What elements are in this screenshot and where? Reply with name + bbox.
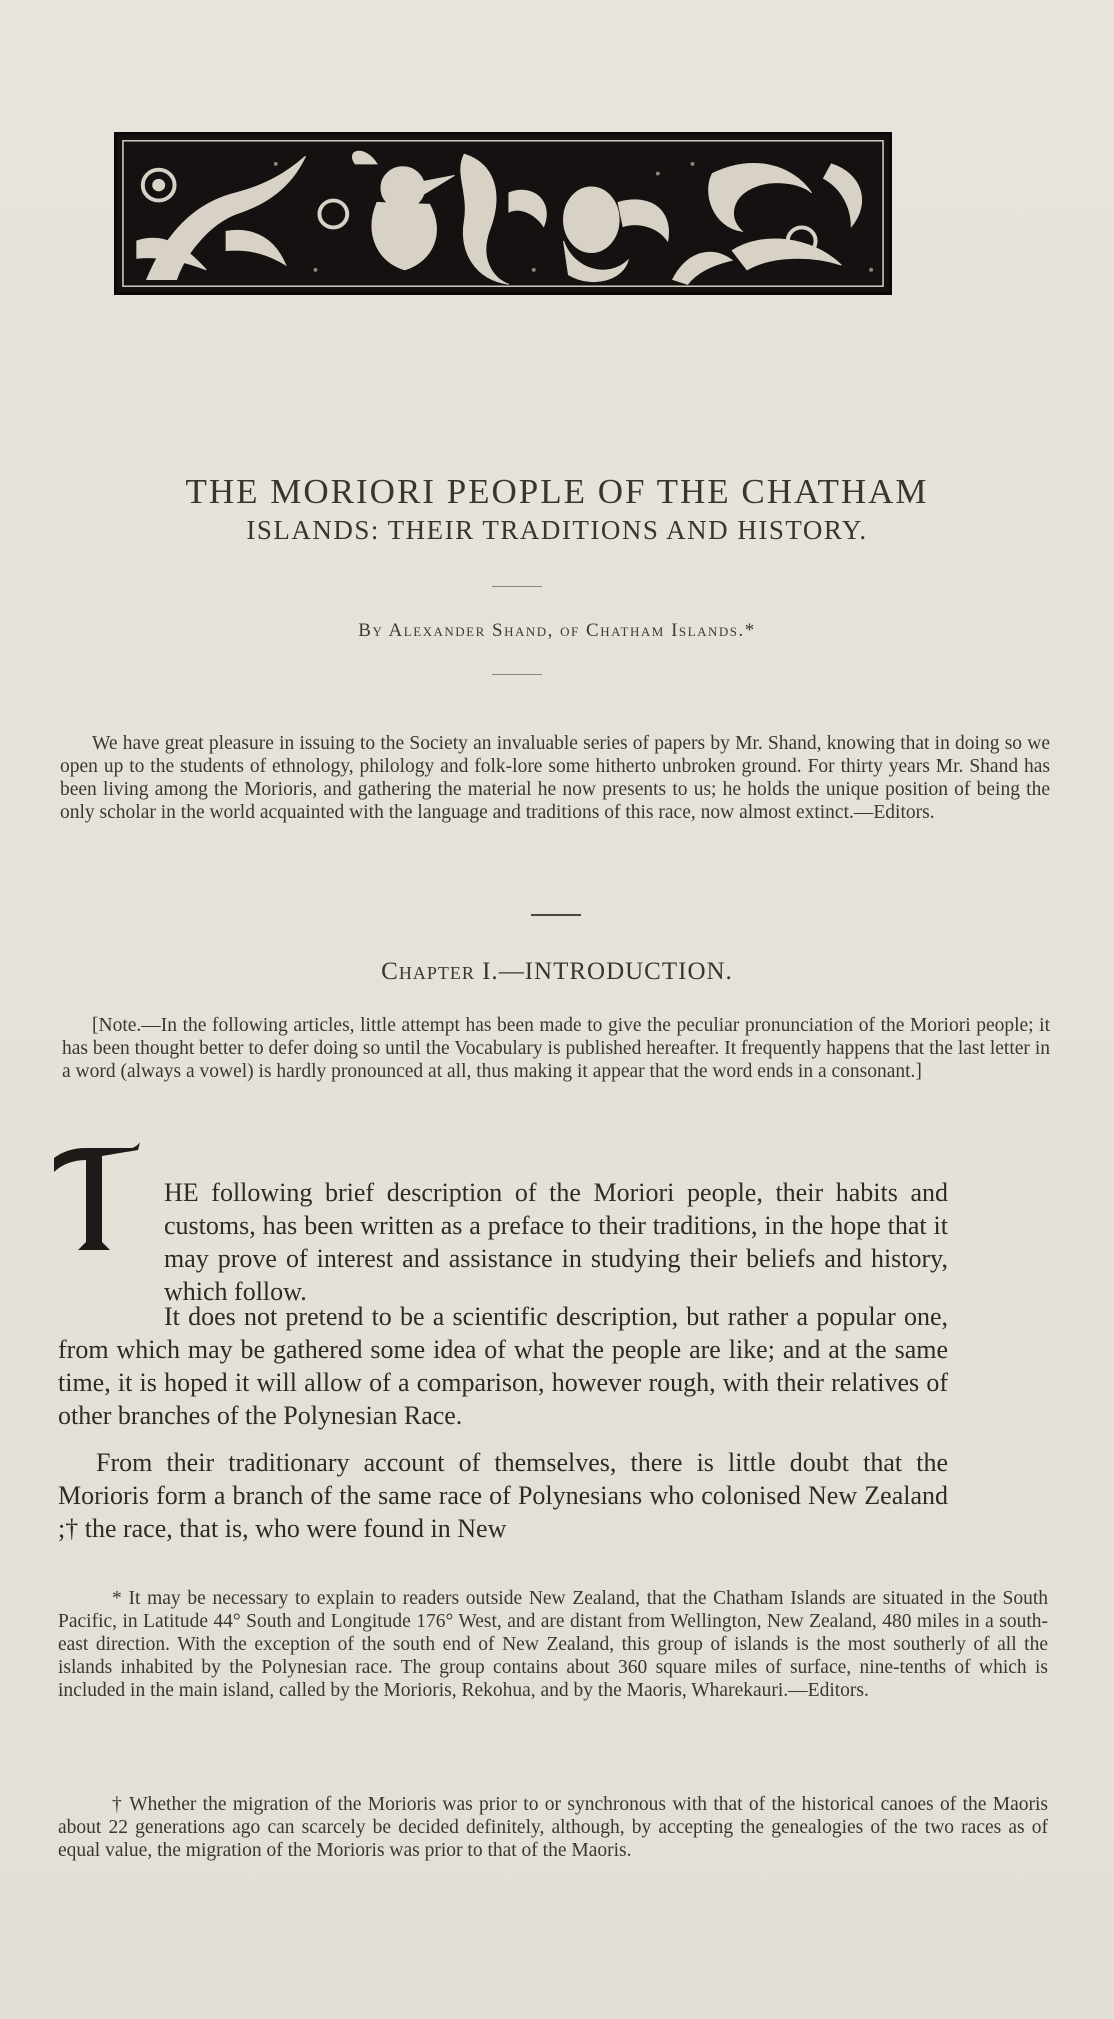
footnote-dagger: † Whether the migration of the Morioris was prior to or synchronous with that of the historical canoes of the Maoris about 22 generations ago can scarcely be decided definitely, although, by accepting the genealogies of the two races as of equal value, the migration of the Morioris was prior to that of the Maoris. bbox=[58, 1793, 1048, 1861]
chapter-title: —INTRODUCTION. bbox=[498, 958, 733, 985]
article-title-line-1: THE MORIORI PEOPLE OF THE CHATHAM bbox=[185, 472, 929, 511]
article-title-line-2: ISLANDS: THEIR TRADITIONS AND HISTORY. bbox=[246, 515, 868, 545]
byline: By Alexander Shand, of Chatham Islands.* bbox=[358, 620, 756, 641]
ornament-icon bbox=[117, 135, 889, 292]
footnote-star: * It may be necessary to explain to readers outside New Zealand, that the Chatham Islands are situated in the South Pacific, in Latitude 44° South and Longitude 176° West, and are distant from Wellington, New Zealand, 480 miles in a south-east direction. With the exception of the south end of New Zealand, this group of islands is the most southerly of all the islands inhabited by the Polynesian race. The group contains about 360 square miles of surface, nine-tenths of which is included in the main island, called by the Morioris, Rekohua, and by the Maoris, Wharekauri.—Editors. bbox=[58, 1587, 1048, 1701]
drop-cap-letter bbox=[52, 1142, 140, 1254]
pronunciation-note: [Note.—In the following articles, little attempt has been made to give the peculiar pronunciation of the Moriori people; it has been thought better to defer doing so until the Vocabulary is published hereafter. It frequently happens that the last letter in a word (always a vowel) is hardly pronounced at all, thus making it appear that the word ends in a consonant.] bbox=[62, 1014, 1050, 1082]
divider bbox=[531, 914, 581, 916]
divider bbox=[492, 586, 542, 587]
body-paragraph-2: It does not pretend to be a scientific description, but rather a popular one, from which may be gathered some idea of what the people are like; and at the same time, it is hoped it will allow of a comparison, however rough, with their relatives of other branches of the Polynesian Race. bbox=[58, 1302, 948, 1430]
chapter-label: Chapter I. bbox=[381, 958, 499, 985]
drop-cap-text: T bbox=[52, 1142, 53, 1143]
body-paragraph-3: From their traditionary account of themselves, there is little doubt that the Morioris form a branch of the same race of Polynesians who colonised New Zealand ;† the race, that is, who were found in New bbox=[58, 1448, 948, 1543]
body-paragraph-1: HE following brief description of the Moriori people, their habits and customs, has been written as a preface to their traditions, in the hope that it may prove of interest and assistance in studying their beliefs and history, which follow. bbox=[164, 1178, 948, 1306]
ornamental-header-banner bbox=[114, 132, 892, 295]
divider bbox=[492, 674, 542, 675]
chapter-heading bbox=[0, 958, 1114, 986]
editors-note: We have great pleasure in issuing to the Society an invaluable series of papers by Mr. Shand, knowing that in doing so we open up to the students of ethnology, philology and folk-lore some hitherto unbroken ground. For thirty years Mr. Shand has been living among the Morioris, and gathering the material he now presents to us; he holds the unique position of being the only scholar in the world acquainted with the language and traditions of this race, now almost extinct.—Editors. bbox=[60, 732, 1050, 823]
